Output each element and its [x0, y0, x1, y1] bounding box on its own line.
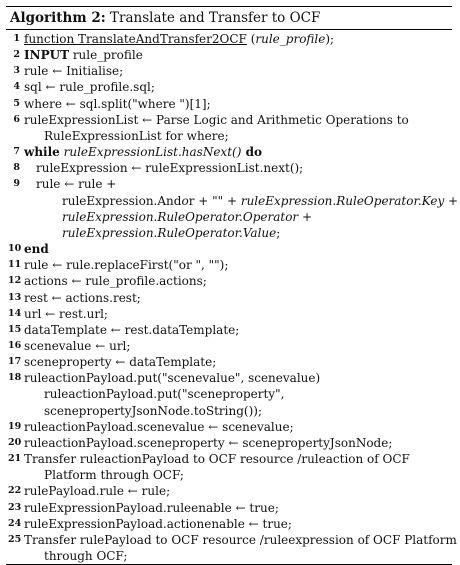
algorithm-line	[6, 386, 452, 402]
line-number: 1	[13, 33, 20, 44]
line-text: RuleExpressionList for where;	[44, 128, 229, 143]
algorithm-line	[6, 31, 452, 47]
algorithm-line	[6, 144, 452, 160]
algorithm-title: Translate and Transfer to OCF	[110, 10, 321, 26]
line-text: ruleactionPayload.sceneproperty ← scenepropertyJsonNode;	[24, 435, 393, 450]
algorithm-line	[6, 322, 452, 338]
algorithm-label: Algorithm 2:	[10, 10, 106, 26]
line-text: ruleExpression.RuleOperator.Key	[240, 193, 445, 208]
line-number: 17	[8, 356, 22, 368]
line-text: where ← sql.split("where ")[1];	[24, 96, 211, 111]
line-text: ruleExpressionList.hasNext()	[59, 145, 242, 160]
algorithm-line	[6, 128, 452, 144]
algorithm-line	[6, 467, 452, 483]
line-text: ruleExpressionPayload.ruleenable ← true;	[24, 500, 279, 515]
algorithm-line	[6, 63, 452, 79]
line-number: 23	[8, 501, 22, 513]
line-text: Transfer rulePayload to OCF resource /ruleexpression of OCF Platform	[24, 532, 457, 547]
line-number: 21	[8, 453, 22, 465]
line-text: ruleExpressionPayload.actionenable ← true;	[24, 516, 292, 531]
line-text: through OCF;	[44, 549, 128, 563]
line-text: ruleExpression.RuleOperator.Operator	[62, 209, 299, 224]
algorithm-line	[6, 548, 452, 564]
algorithm-line	[6, 370, 452, 386]
algorithm-line	[6, 500, 452, 516]
algorithm-line	[6, 257, 452, 273]
line-text: ruleactionPayload.put("scenevalue", scenevalue)	[24, 371, 321, 386]
line-text: sceneproperty ← dataTemplate;	[24, 355, 217, 370]
line-text: INPUT	[24, 48, 69, 63]
line-text: ruleExpression ← ruleExpressionList.next();	[36, 161, 304, 176]
line-number: 20	[8, 436, 22, 448]
line-text: rule_profile	[255, 32, 326, 46]
line-text: url ← rest.url;	[24, 306, 108, 321]
algorithm-line	[6, 290, 452, 306]
algorithm-box	[6, 6, 459, 565]
line-text: (	[246, 32, 256, 46]
line-number: 12	[8, 275, 22, 287]
line-text: Platform through OCF;	[44, 468, 184, 483]
algorithm-line	[6, 96, 452, 112]
line-text: ruleExpression.RuleOperator.Value	[62, 225, 277, 240]
line-number: 15	[8, 323, 22, 335]
algorithm-line	[6, 193, 459, 209]
line-text: ruleExpressionList ← Parse Logic and Arithmetic Operations to	[24, 112, 409, 127]
line-text: actions ← rule_profile.actions;	[24, 274, 207, 289]
line-number: 3	[13, 65, 20, 77]
line-number: 9	[13, 178, 20, 190]
line-text: ;	[276, 225, 281, 240]
line-number: 5	[13, 97, 20, 109]
algorithm-body	[6, 30, 459, 564]
line-text: o	[181, 193, 189, 208]
algorithm-line	[6, 112, 452, 128]
algorithm-line	[6, 435, 452, 451]
line-text: end	[24, 242, 49, 257]
line-text: rule_profile	[69, 48, 143, 63]
line-text: );	[325, 32, 335, 46]
algorithm-line	[6, 532, 457, 548]
line-number: 6	[13, 113, 20, 125]
line-text: while	[24, 145, 60, 160]
line-text: ruleExpression.And	[62, 193, 182, 208]
algorithm-line	[6, 273, 452, 289]
line-number: 22	[8, 485, 22, 497]
line-text: do	[241, 145, 262, 160]
line-text: ruleactionPayload.put("sceneproperty",	[44, 387, 285, 402]
algorithm-line	[6, 354, 452, 370]
line-number: 8	[13, 162, 20, 174]
line-number: 25	[8, 533, 22, 545]
algorithm-line	[6, 209, 452, 225]
line-number: 2	[13, 49, 20, 61]
algorithm-line	[6, 483, 452, 499]
algorithm-line	[6, 160, 452, 176]
algorithm-line	[6, 419, 452, 435]
algorithm-line	[6, 516, 452, 532]
line-number: 24	[8, 517, 22, 529]
algorithm-line	[6, 241, 452, 257]
algorithm-line	[6, 451, 452, 467]
line-text: rulePayload.rule ← rule;	[24, 484, 171, 499]
line-number: 10	[8, 243, 22, 255]
line-text: ruleactionPayload.scenevalue ← scenevalue;	[24, 419, 294, 434]
line-text: scenepropertyJsonNode.toString());	[44, 403, 262, 418]
algorithm-line	[6, 79, 452, 95]
line-text: sql ← rule_profile.sql;	[24, 80, 155, 95]
line-text: rest ← actions.rest;	[24, 290, 141, 305]
line-text: rule ← Initialise;	[24, 64, 124, 79]
line-number: 4	[13, 81, 20, 93]
line-number: 18	[8, 372, 22, 384]
line-text: r + "" +	[188, 193, 241, 208]
line-number: 19	[8, 420, 22, 432]
algorithm-caption	[6, 7, 452, 30]
algorithm-line	[6, 225, 452, 241]
line-number: 11	[8, 259, 22, 271]
algorithm-line	[6, 47, 452, 63]
algorithm-line	[6, 403, 452, 419]
line-number: 13	[8, 291, 22, 303]
line-text: +	[298, 209, 313, 224]
algorithm-line	[6, 176, 452, 192]
line-text: scenevalue ← url;	[24, 338, 131, 353]
algorithm-line	[6, 306, 452, 322]
line-text: dataTemplate ← rest.dataTemplate;	[24, 322, 240, 337]
line-number: 14	[8, 307, 22, 319]
line-text: Transfer ruleactionPayload to OCF resource /ruleaction of OCF	[24, 452, 410, 467]
line-number: 16	[8, 339, 22, 351]
line-text: rule ← rule.replaceFirst("or ", "");	[24, 258, 229, 273]
line-text: +	[444, 193, 459, 208]
line-text: function TranslateAndTransfer2OCF	[24, 32, 247, 46]
line-number: 7	[13, 146, 20, 158]
algorithm-line	[6, 338, 452, 354]
line-text: rule ← rule +	[36, 177, 117, 192]
